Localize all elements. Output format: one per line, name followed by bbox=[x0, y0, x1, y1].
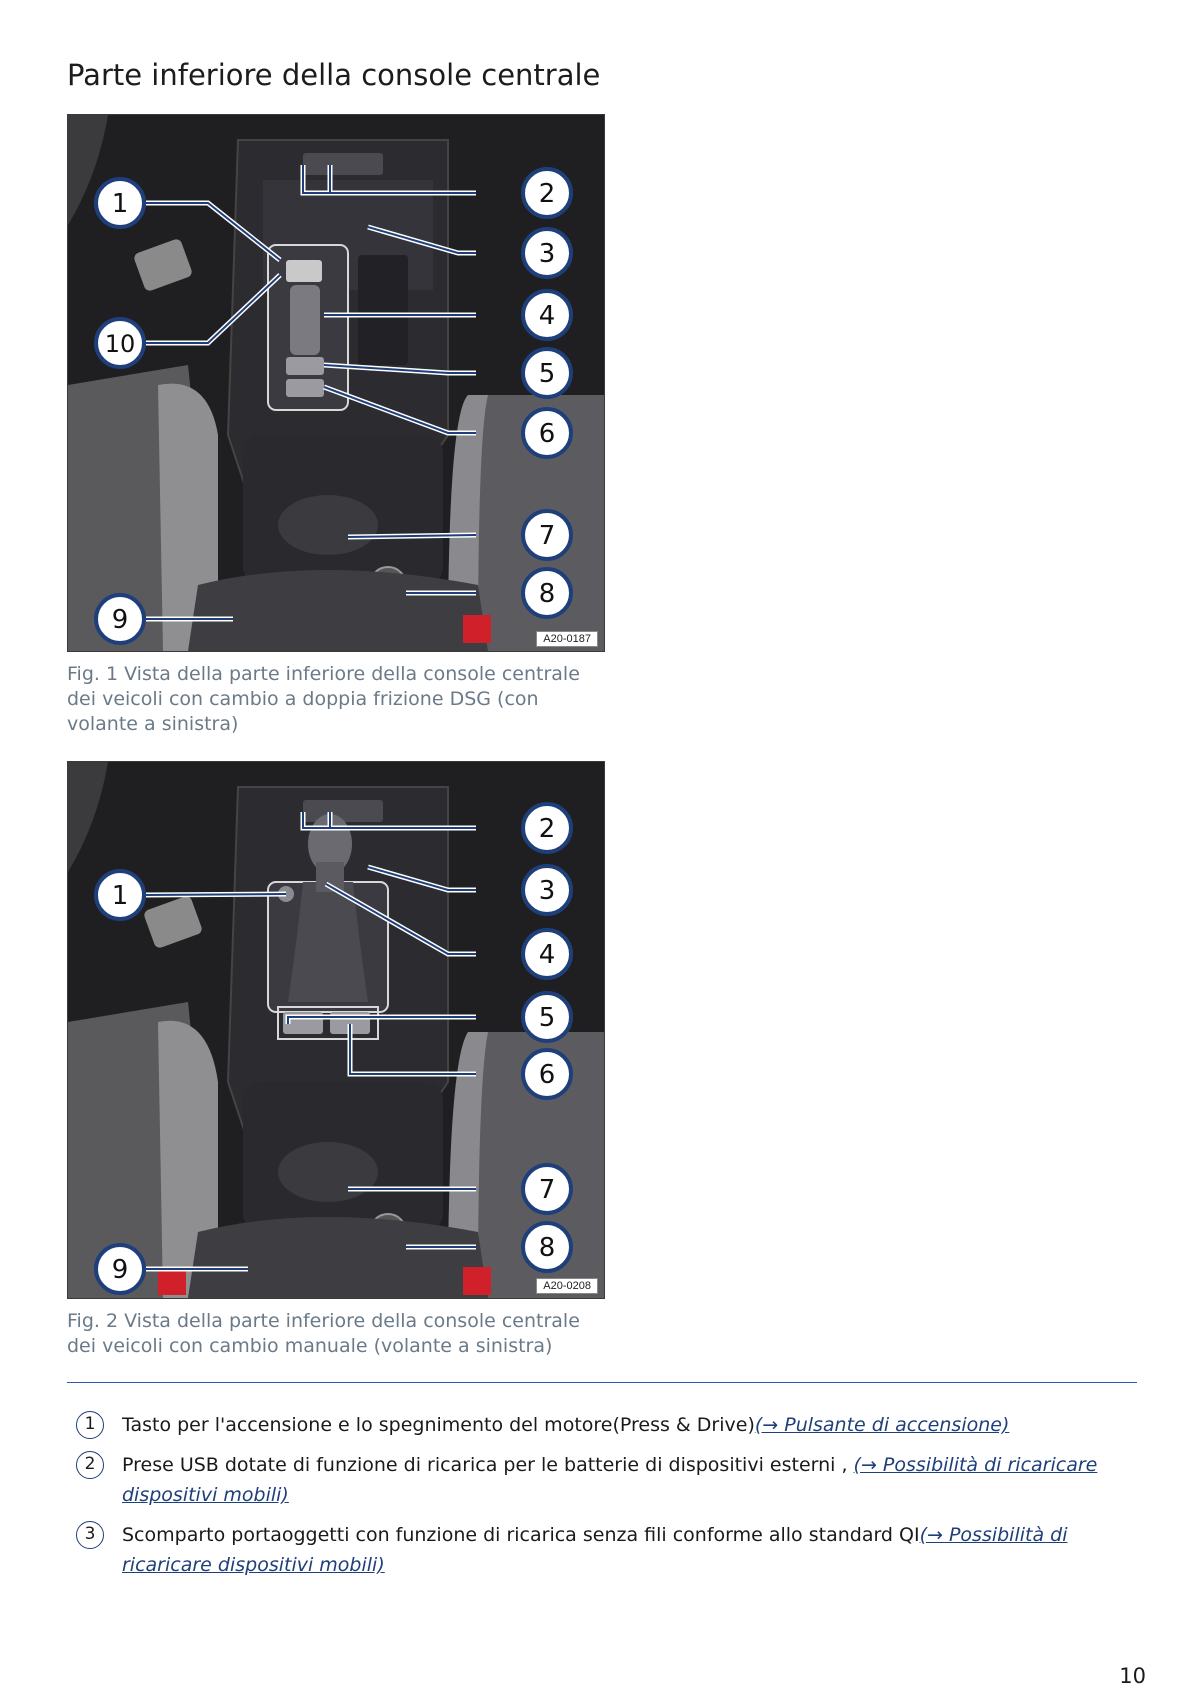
section-divider bbox=[67, 1382, 1137, 1383]
svg-text:1: 1 bbox=[111, 881, 129, 911]
figure-2-callout-5 bbox=[523, 993, 571, 1041]
legend-link[interactable]: (→ Possibilità di ricaricare dispositivi mobili) bbox=[122, 1454, 1098, 1506]
figure-2-callout-1 bbox=[96, 871, 144, 919]
figure-2-caption: Fig. 2 Vista della parte inferiore della console centrale dei veicoli con cambio manuale (volante a sinistra) bbox=[67, 1310, 580, 1357]
svg-text:8: 8 bbox=[538, 579, 556, 609]
figure-1-caption: Fig. 1 Vista della parte inferiore della console centrale dei veicoli con cambio a doppia frizione DSG (con volante a sinistra) bbox=[67, 663, 580, 735]
page-title: Parte inferiore della console centrale bbox=[67, 58, 601, 92]
figure-1-illustration bbox=[68, 115, 604, 651]
figure-1-callout-7 bbox=[523, 511, 571, 559]
figure-2-callout-2 bbox=[523, 804, 571, 852]
figure-1-callout-8 bbox=[523, 569, 571, 617]
svg-text:10: 10 bbox=[104, 330, 136, 358]
legend-list bbox=[76, 1410, 1136, 1590]
svg-text:3: 3 bbox=[538, 876, 556, 906]
svg-text:2: 2 bbox=[538, 814, 556, 844]
svg-text:7: 7 bbox=[538, 1175, 556, 1205]
figure-1-callout-10 bbox=[96, 319, 144, 367]
legend-text: Tasto per l'accensione e lo spegnimento del motore(Press & Drive) bbox=[122, 1414, 755, 1436]
figure-2-callout-3 bbox=[523, 866, 571, 914]
legend-text: Scomparto portaoggetti con funzione di ricarica senza fili conforme allo standard QI bbox=[122, 1524, 920, 1546]
svg-text:6: 6 bbox=[538, 1060, 556, 1090]
svg-text:4: 4 bbox=[538, 301, 556, 331]
figure-2-callout-8 bbox=[523, 1223, 571, 1271]
page-number: 10 bbox=[1119, 1664, 1146, 1688]
legend-item bbox=[76, 1450, 1136, 1510]
svg-text:2: 2 bbox=[538, 179, 556, 209]
figure-1-callout-5 bbox=[523, 349, 571, 397]
figure-2-callout-4 bbox=[523, 930, 571, 978]
svg-text:1: 1 bbox=[111, 189, 129, 219]
svg-text:6: 6 bbox=[538, 419, 556, 449]
figure-1-callout-6 bbox=[523, 409, 571, 457]
legend-text: Prese USB dotate di funzione di ricarica per le batterie di dispositivi esterni , bbox=[122, 1454, 854, 1476]
figure-2-illustration bbox=[68, 762, 604, 1298]
figure-2-manual-console bbox=[67, 761, 605, 1299]
legend-number: 1 bbox=[76, 1411, 104, 1439]
svg-text:8: 8 bbox=[538, 1233, 556, 1263]
svg-text:3: 3 bbox=[538, 239, 556, 269]
svg-text:5: 5 bbox=[538, 1003, 556, 1033]
figure-1-callout-3 bbox=[523, 229, 571, 277]
svg-text:4: 4 bbox=[538, 940, 556, 970]
figure-1-callout-2 bbox=[523, 169, 571, 217]
svg-text:9: 9 bbox=[111, 605, 129, 635]
figure-2-callout-7 bbox=[523, 1165, 571, 1213]
legend-link[interactable]: (→ Possibilità di ricaricare dispositivi mobili) bbox=[122, 1524, 1068, 1576]
figure-code: A20-0208 bbox=[536, 1278, 598, 1294]
svg-text:9: 9 bbox=[111, 1255, 129, 1285]
figure-1-callout-1 bbox=[96, 179, 144, 227]
figure-1-callout-4 bbox=[523, 291, 571, 339]
figure-code: A20-0187 bbox=[536, 631, 598, 647]
figure-2-callout-9 bbox=[96, 1245, 144, 1293]
legend-item bbox=[76, 1520, 1136, 1580]
figure-1-callout-9 bbox=[96, 595, 144, 643]
figure-1-dsg-console bbox=[67, 114, 605, 652]
legend-link[interactable]: (→ Pulsante di accensione) bbox=[754, 1414, 1010, 1436]
figure-2-callout-6 bbox=[523, 1050, 571, 1098]
legend-number: 3 bbox=[76, 1521, 104, 1549]
svg-text:5: 5 bbox=[538, 359, 556, 389]
legend-item bbox=[76, 1410, 1136, 1440]
legend-number: 2 bbox=[76, 1451, 104, 1479]
svg-text:7: 7 bbox=[538, 521, 556, 551]
